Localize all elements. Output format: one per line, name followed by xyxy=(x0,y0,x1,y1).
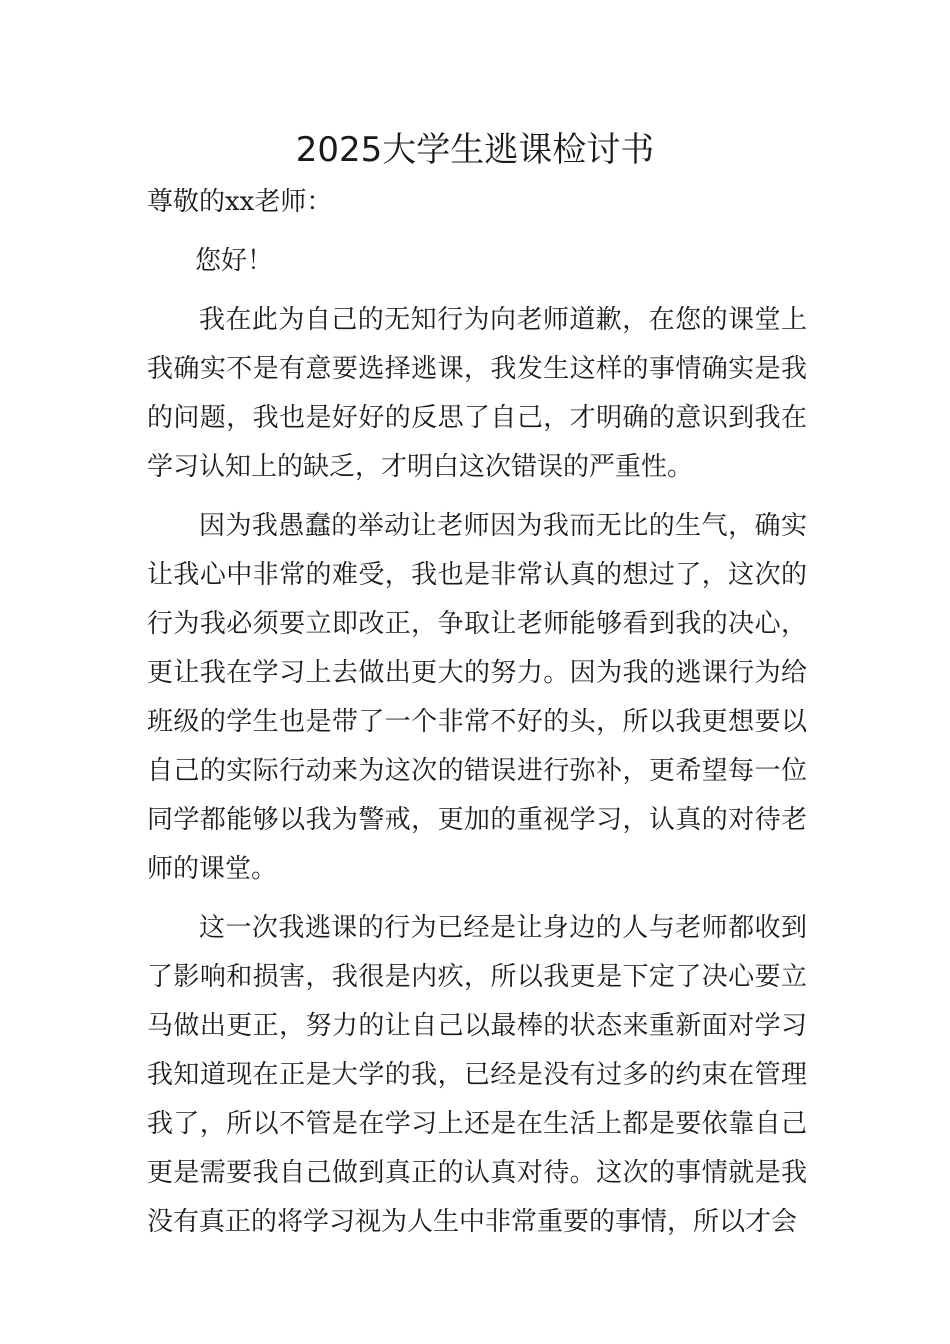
paragraph: 我在此为自己的无知行为向老师道歉，在您的课堂上我确实不是有意要选择逃课，我发生这样的事情确实是我的问题，我也是好好的反思了自己，才明确的意识到我在学习认知上的缺乏，才明白这次错误的严重性。 xyxy=(147,305,807,482)
document-body xyxy=(147,178,807,1247)
greeting: 您好！ xyxy=(195,246,274,276)
document-title: 2025大学生逃课检讨书 xyxy=(295,130,655,170)
paragraph: 因为我愚蠢的举动让老师因为我而无比的生气，确实让我心中非常的难受，我也是非常认真的想过了，这次的行为我必须要立即改正，争取让老师能够看到我的决心，更让我在学习上去做出更大的努力。因为我的逃课行为给班级的学生也是带了一个非常不好的头，所以我更想要以自己的实际行动来为这次的错误进行弥补，更希望每一位同学都能够以我为警戒，更加的重视学习，认真的对待老师的课堂。 xyxy=(147,511,807,884)
salutation: 尊敬的xx老师： xyxy=(147,187,333,217)
paragraph: 这一次我逃课的行为已经是让身边的人与老师都收到了影响和损害，我很是内疚，所以我更是下定了决心要立马做出更正，努力的让自己以最棒的状态来重新面对学习我知道现在正是大学的我，已经是没有过多的约束在管理我了，所以不管是在学习上还是在生活上都是要依靠自己更是需要我自己做到真正的认真对待。这次的事情就是我没有真正的将学习视为人生中非常重要的事情，所以才会 xyxy=(147,913,807,1237)
